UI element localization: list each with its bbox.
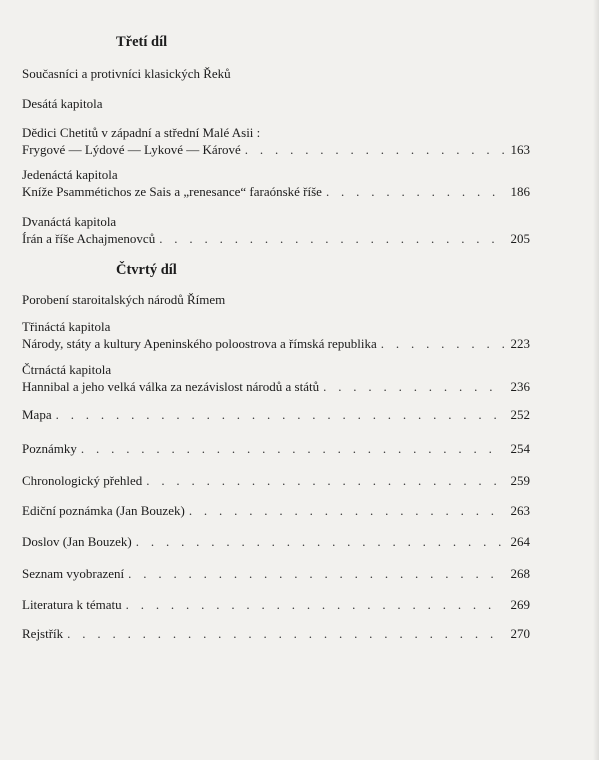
entry-page-number: 252 (510, 407, 530, 422)
entry-title: Seznam vyobrazení (22, 566, 125, 581)
toc-entry[interactable] (22, 318, 530, 352)
toc-entry[interactable] (22, 406, 530, 423)
entry-heading: Jedenáctá kapitola (22, 167, 118, 182)
entry-title: Národy, státy a kultury Apeninského poloostrova a římská republika (22, 336, 377, 351)
chapter-ten-label: Desátá kapitola (22, 96, 103, 111)
dot-leader (159, 230, 504, 247)
entry-title: Hannibal a jeho velká válka za nezávislost národů a států (22, 379, 320, 394)
part-four-title: Čtvrtý díl (116, 262, 177, 278)
toc-entry[interactable] (22, 533, 530, 550)
entry-page-number: 259 (510, 473, 530, 488)
entry-page-number: 269 (510, 597, 530, 612)
entry-page-number: 268 (510, 566, 530, 581)
part-three-section: Současníci a protivníci klasických Řeků (22, 66, 231, 81)
dot-leader (56, 406, 504, 423)
entry-page-number: 254 (510, 441, 530, 456)
dot-leader (326, 183, 504, 200)
entry-title: Írán a říše Achajmenovců (22, 231, 156, 246)
dot-leader (67, 625, 504, 642)
entry-title: Ediční poznámka (Jan Bouzek) (22, 503, 185, 518)
dot-leader (323, 378, 504, 395)
page-edge-shadow (593, 0, 599, 760)
dot-leader (136, 533, 504, 550)
entry-page-number: 163 (510, 142, 530, 157)
dot-leader (245, 141, 504, 158)
entry-title: Rejstřík (22, 626, 64, 641)
toc-entry[interactable] (22, 166, 530, 200)
toc-entry[interactable] (22, 213, 530, 247)
dot-leader (126, 596, 504, 613)
entry-title: Chronologický přehled (22, 473, 143, 488)
entry-title: Literatura k tématu (22, 597, 122, 612)
toc-entry[interactable] (22, 440, 530, 457)
dot-leader (128, 565, 504, 582)
entry-heading: Dědici Chetitů v západní a střední Malé Asii : (22, 125, 261, 140)
toc-entry[interactable] (22, 472, 530, 489)
entry-title: Frygové — Lýdové — Lykové — Kárové (22, 142, 241, 157)
toc-entry[interactable] (22, 502, 530, 519)
toc-entry[interactable] (22, 596, 530, 613)
entry-page-number: 236 (510, 379, 530, 394)
entry-heading: Čtrnáctá kapitola (22, 362, 112, 377)
toc-entry[interactable] (22, 124, 530, 158)
toc-entry[interactable] (22, 361, 530, 395)
entry-title: Doslov (Jan Bouzek) (22, 534, 132, 549)
entry-heading: Dvanáctá kapitola (22, 214, 117, 229)
entry-page-number: 223 (510, 336, 530, 351)
part-four-section: Porobení staroitalských národů Římem (22, 292, 226, 307)
entry-title: Mapa (22, 407, 52, 422)
dot-leader (189, 502, 504, 519)
entry-title: Poznámky (22, 441, 77, 456)
toc-entry[interactable] (22, 565, 530, 582)
dot-leader (146, 472, 504, 489)
toc-entry[interactable] (22, 625, 530, 642)
part-three-title: Třetí díl (116, 34, 168, 50)
entry-page-number: 270 (510, 626, 530, 641)
entry-page-number: 186 (510, 184, 530, 199)
dot-leader (81, 440, 504, 457)
dot-leader (381, 335, 504, 352)
entry-page-number: 263 (510, 503, 530, 518)
entry-heading: Třináctá kapitola (22, 319, 111, 334)
entry-title: Kníže Psammétichos ze Sais a „renesance“ faraónské říše (22, 184, 322, 199)
entry-page-number: 264 (510, 534, 530, 549)
entry-page-number: 205 (510, 231, 530, 246)
